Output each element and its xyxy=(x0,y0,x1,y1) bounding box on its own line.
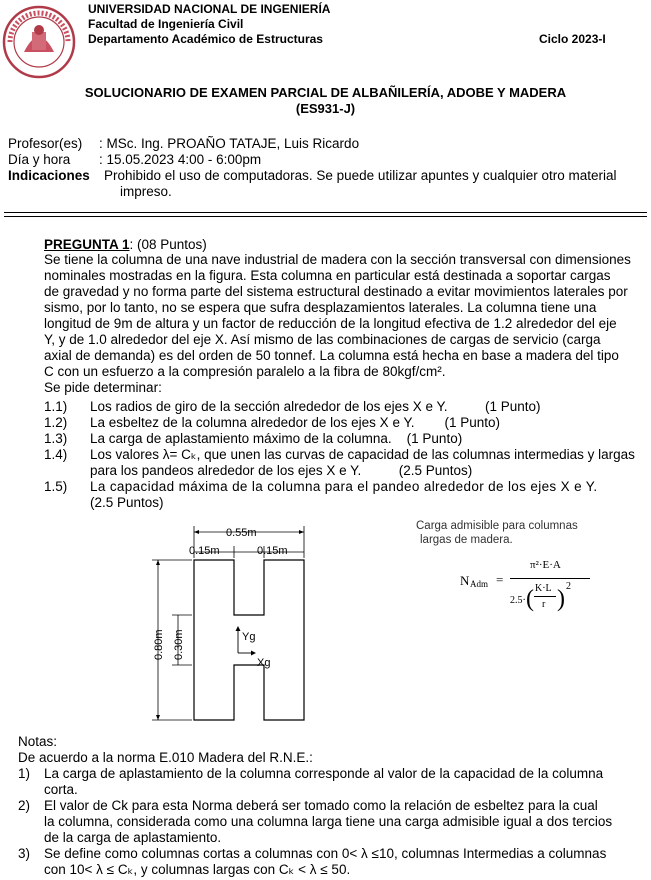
list-item xyxy=(44,431,650,447)
course-code: (ES931-J) xyxy=(295,101,356,116)
note-text: La carga de aplastamiento de la columna corresponde al valor de la capacidad de la columna xyxy=(44,766,604,781)
list-item xyxy=(44,415,650,431)
body-line: Se tiene la columna de una nave industrial de madera con la sección transversal con dimensiones xyxy=(44,252,631,267)
item-number: 1.4) xyxy=(44,447,68,462)
caption-line: Carga admisible para columnas xyxy=(416,520,578,532)
list-item xyxy=(18,846,648,878)
item-text: La carga de aplastamiento máximo de la columna. (1 Punto) xyxy=(90,431,463,446)
list-item xyxy=(18,798,648,846)
axis-y-label: Yg xyxy=(242,631,256,643)
caption-line: largas de madera. xyxy=(420,534,513,546)
note-text: Se define como columnas cortas a columnas con 0< λ ≤10, columnas Intermedias a columnas xyxy=(44,846,607,861)
body-line: de gravedad y no forma parte del sistema estructural destinado a evitar movimientos laterales por xyxy=(44,284,628,299)
item-number: 1.3) xyxy=(44,431,68,446)
question-number: PREGUNTA 1 xyxy=(44,237,130,252)
paren-close: ) xyxy=(557,586,565,612)
header-department: Departamento Académico de Estructuras xyxy=(88,32,323,46)
list-item xyxy=(44,399,650,415)
formula-lhs: N xyxy=(460,573,470,588)
note-number: 1) xyxy=(18,766,31,781)
question-items xyxy=(44,399,650,511)
item-number: 1.1) xyxy=(44,399,68,414)
date-value: : 15.05.2023 4:00 - 6:00pm xyxy=(99,152,262,167)
question-body xyxy=(44,252,644,396)
note-text: corta. xyxy=(44,782,78,797)
header-faculty: Facultad de Ingeniería Civil xyxy=(88,17,244,31)
cross-section-figure xyxy=(140,520,370,725)
note-text: la columna, considerada como una columna larga tiene una carga admisible igual a dos tercios xyxy=(44,814,613,829)
body-line: C con un esfuerzo a la compresión paralelo a la fibra de 80kgf/cm². xyxy=(44,364,446,379)
ask-line: Se pide determinar: xyxy=(44,380,162,395)
body-line: sismo, por lo tanto, no se espera que sufra desplazamientos laterales. La columna tiene una xyxy=(44,300,597,315)
item-number: 1.5) xyxy=(44,479,68,494)
note-number: 2) xyxy=(18,798,31,813)
indications-line2: impreso. xyxy=(120,184,172,199)
notes-intro: De acuerdo a la norma E.010 Madera del R.N.E.: xyxy=(18,750,313,765)
exam-title: SOLUCIONARIO DE EXAMEN PARCIAL DE ALBAÑILERÍA, ADOBE Y MADERA xyxy=(84,85,567,100)
note-text: con 10< λ ≤ Cₖ, y columnas largas con Cₖ < λ ≤ 50. xyxy=(44,862,351,877)
paren-open: ( xyxy=(526,586,534,612)
formula-den-coef: 2.5· xyxy=(510,595,526,606)
item-number: 1.2) xyxy=(44,415,68,430)
note-text: El valor de Ck para esta Norma deberá ser tomado como la relación de esbeltez para la cual xyxy=(44,798,598,813)
note-text: de la carga de aplastamiento. xyxy=(44,830,222,845)
item-text: (2.5 Puntos) xyxy=(90,495,164,510)
formula-den-exp: 2 xyxy=(566,581,571,592)
university-seal xyxy=(2,2,76,82)
header-cycle: Ciclo 2023-I xyxy=(539,32,606,46)
axis-x-label: Xg xyxy=(257,657,271,669)
note-number: 3) xyxy=(18,846,31,861)
item-text: Los radios de giro de la sección alrededor de los ejes X e Y. (1 Punto) xyxy=(90,399,541,414)
list-item xyxy=(18,766,648,798)
item-text: La capacidad máxima de la columna para el pandeo alrededor de los ejes X e Y. xyxy=(90,479,598,494)
dim-height-label: 0.80m xyxy=(153,629,165,660)
header-university: UNIVERSIDAD NACIONAL DE INGENIERÍA xyxy=(88,2,331,16)
date-label: Día y hora xyxy=(8,152,71,167)
dim-right-label: 0.15m xyxy=(257,545,288,557)
separator-rule xyxy=(4,212,647,217)
indications-line1: Prohibido el uso de computadoras. Se puede utilizar apuntes y cualquier otro material xyxy=(104,168,617,183)
professor-label: Profesor(es) xyxy=(8,136,83,151)
body-line: axial de demanda) es del orden de 50 tonnef. La columna está hecha en base a madera del tipo xyxy=(44,348,619,363)
dim-left-label: 0.15m xyxy=(189,545,220,557)
admissible-load-formula xyxy=(460,555,600,625)
body-line: longitud de 9m de altura y un factor de reducción de la longitud efectiva de 1.2 alrededor del eje xyxy=(44,316,617,331)
formula-equals: = xyxy=(496,572,504,587)
item-text: para los pandeos alrededor de los ejes X e Y. (2.5 Puntos) xyxy=(90,463,473,478)
item-text: Los valores λ= Cₖ, que unen las curvas de capacidad de las columnas intermedias y largas xyxy=(90,447,635,462)
formula-den-bottom: r xyxy=(542,599,546,610)
notes-heading: Notas: xyxy=(18,734,58,749)
list-item xyxy=(44,447,650,479)
inner-fraction-bar xyxy=(534,596,556,597)
body-line: nominales mostradas en la figura. Esta columna en particular está destinada a soportar cargas xyxy=(44,268,611,283)
item-text: La esbeltez de la columna alrededor de los ejes X e Y. (1 Punto) xyxy=(90,415,501,430)
notes-list xyxy=(18,766,648,878)
fraction-bar xyxy=(510,578,590,579)
list-item xyxy=(44,479,650,511)
formula-numerator: π²·E·A xyxy=(530,559,561,571)
question-points: : (08 Puntos) xyxy=(129,237,207,252)
formula-caption xyxy=(416,519,578,547)
formula-lhs-sub: Adm xyxy=(470,579,488,589)
professor-value: : MSc. Ing. PROAÑO TATAJE, Luis Ricardo xyxy=(99,136,360,151)
dim-total-label: 0.55m xyxy=(226,527,257,539)
indications-label: Indicaciones xyxy=(8,168,90,183)
body-line: Y, y de 1.0 alrededor del eje X. Así mismo de las combinaciones de cargas de servicio (carga xyxy=(44,332,601,347)
dim-web-label: 0.30m xyxy=(173,629,185,660)
formula-den-top: K·L xyxy=(535,583,552,594)
question-heading xyxy=(44,237,207,253)
